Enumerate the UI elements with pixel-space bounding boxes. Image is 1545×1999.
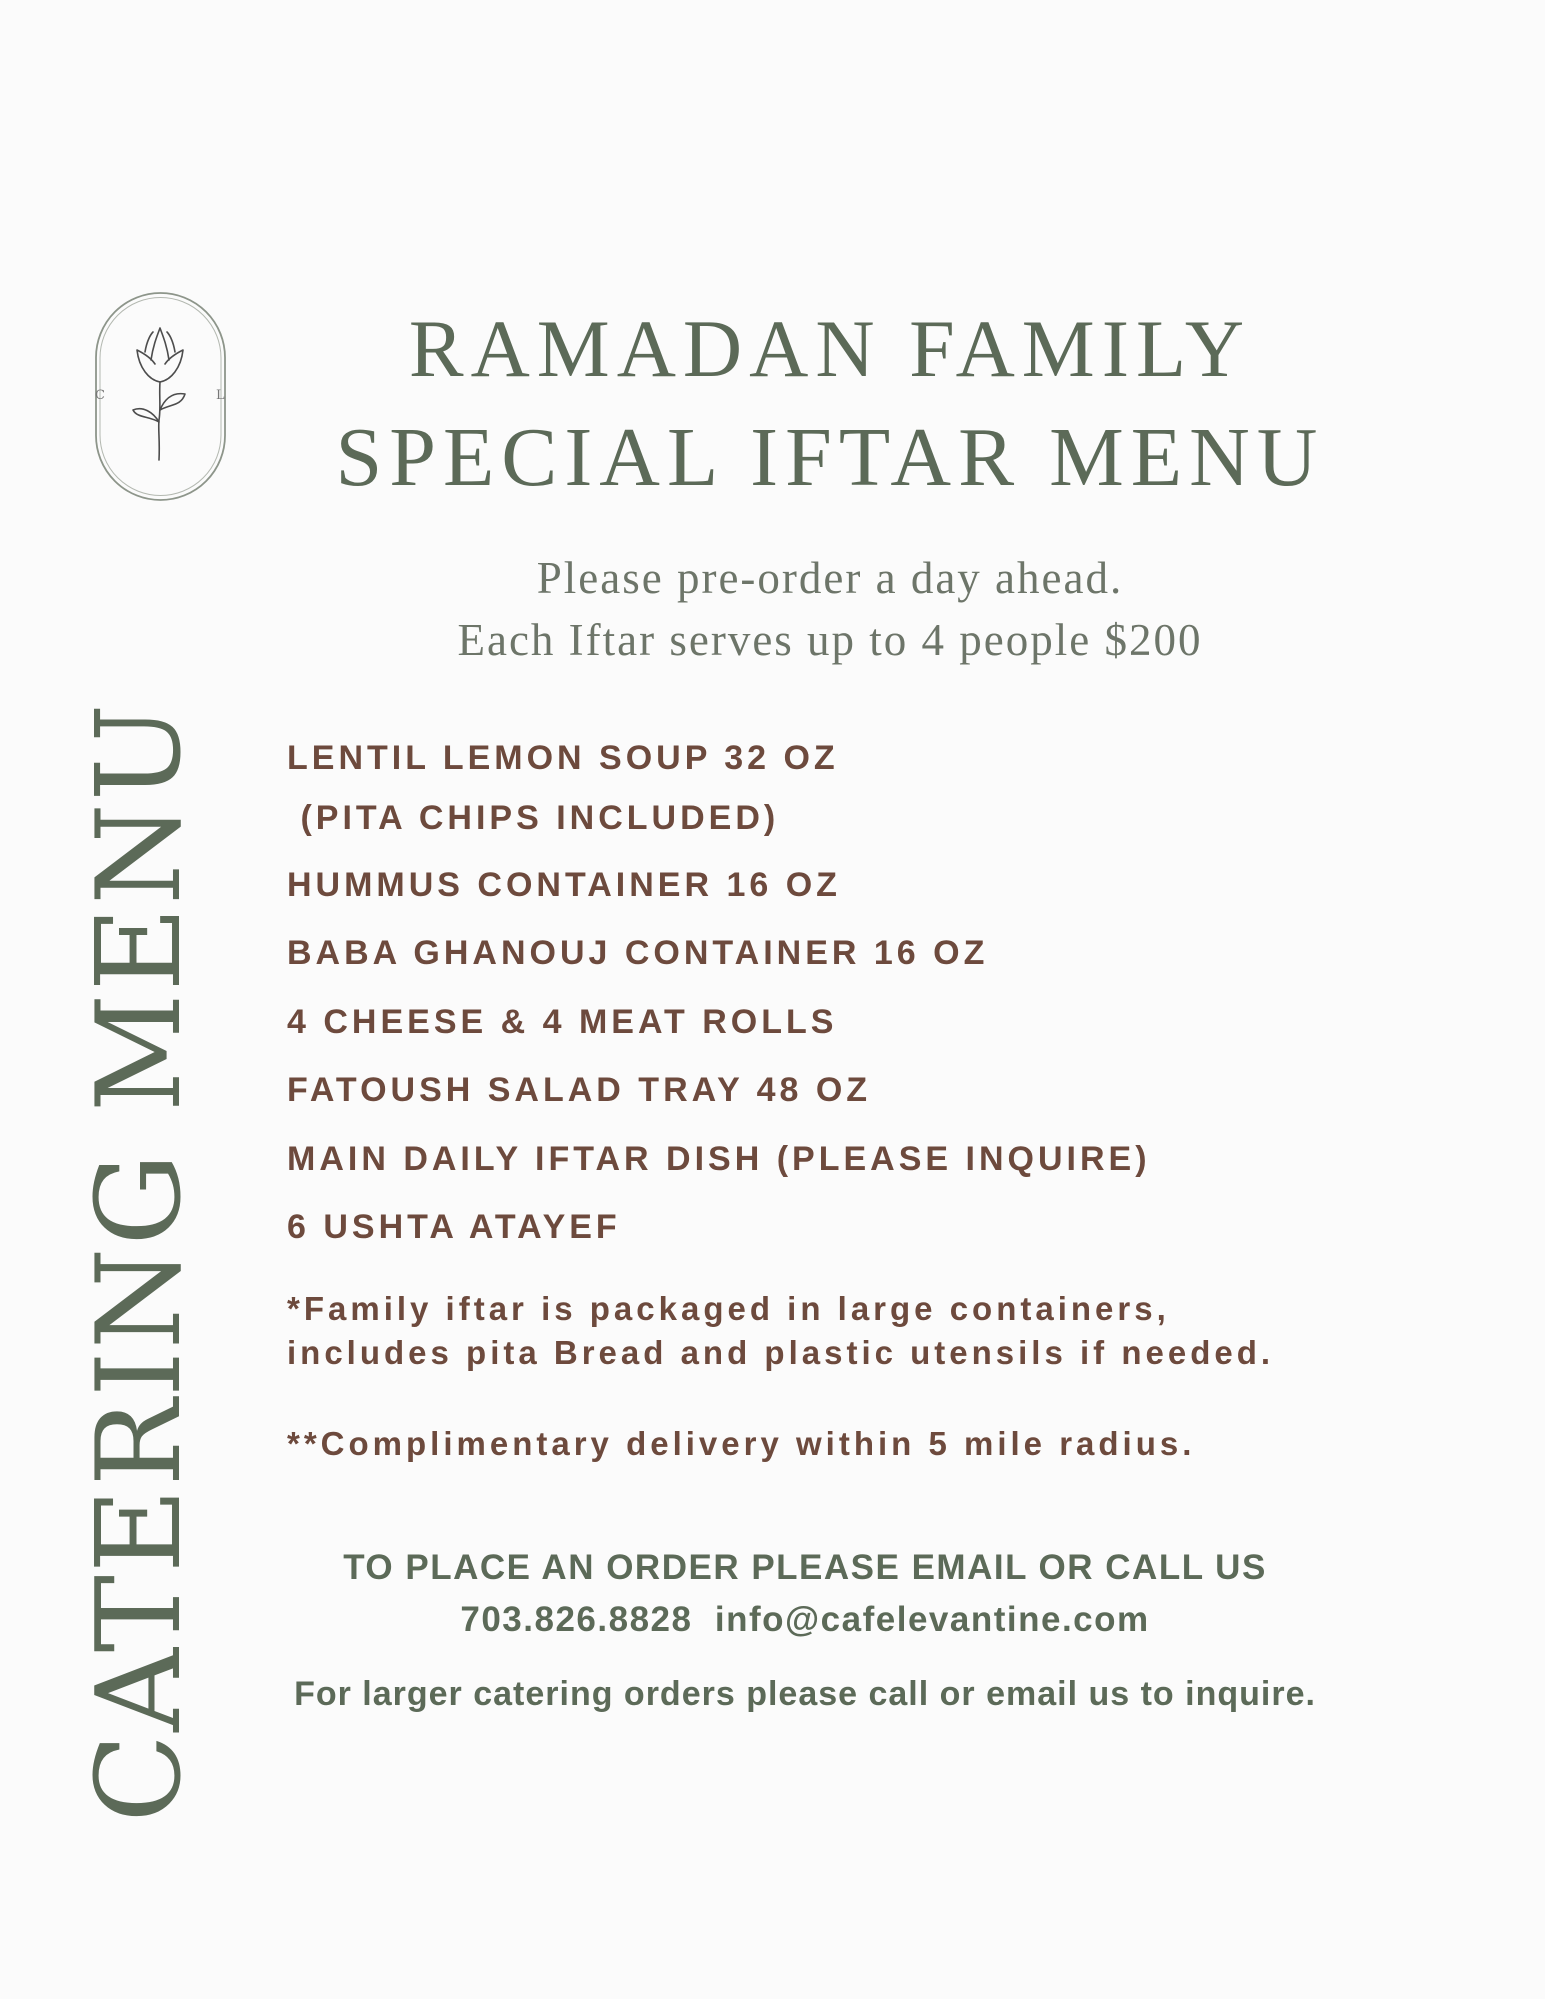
logo-letter-c: C — [95, 388, 105, 403]
menu-item-main-dish: MAIN DAILY IFTAR DISH (PLEASE INQUIRE) — [287, 1140, 1151, 1178]
menu-item-fatoush-salad: FATOUSH SALAD TRAY 48 OZ — [287, 1071, 872, 1109]
catering-menu-vertical-title: CATERING MENU — [72, 701, 207, 1823]
note-delivery: **Complimentary delivery within 5 mile radius. — [287, 1425, 1196, 1462]
larger-orders-note: For larger catering orders please call or email us to inquire. — [294, 1675, 1316, 1713]
menu-item-lentil-soup: LENTIL LEMON SOUP 32 OZ — [287, 739, 839, 777]
menu-item-baba-ghanouj: BABA GHANOUJ CONTAINER 16 OZ — [287, 934, 989, 972]
order-heading: TO PLACE AN ORDER PLEASE EMAIL OR CALL US — [343, 1548, 1267, 1587]
title-line-2: SPECIAL IFTAR MENU — [335, 411, 1325, 504]
subtitle-preorder: Please pre-order a day ahead. — [536, 553, 1124, 603]
subtitle-serving-price: Each Iftar serves up to 4 people $200 — [457, 615, 1203, 665]
menu-item-hummus: HUMMUS CONTAINER 16 OZ — [287, 866, 841, 904]
menu-item-ushta-atayef: 6 USHTA ATAYEF — [287, 1208, 621, 1246]
note-packaging-line-1: *Family iftar is packaged in large containers, — [287, 1290, 1170, 1327]
phone-email: 703.826.8828 info@cafelevantine.com — [460, 1600, 1150, 1639]
title-line-1: RAMADAN FAMILY — [408, 303, 1252, 394]
logo — [93, 290, 228, 503]
menu-item-cheese-meat-rolls: 4 CHEESE & 4 MEAT ROLLS — [287, 1003, 838, 1041]
note-packaging-line-2: includes pita Bread and plastic utensils if needed. — [287, 1334, 1275, 1371]
menu-item-pita-chips: (PITA CHIPS INCLUDED) — [287, 799, 780, 837]
rose-flower-icon — [93, 290, 228, 503]
logo-letter-l: L — [216, 388, 225, 403]
